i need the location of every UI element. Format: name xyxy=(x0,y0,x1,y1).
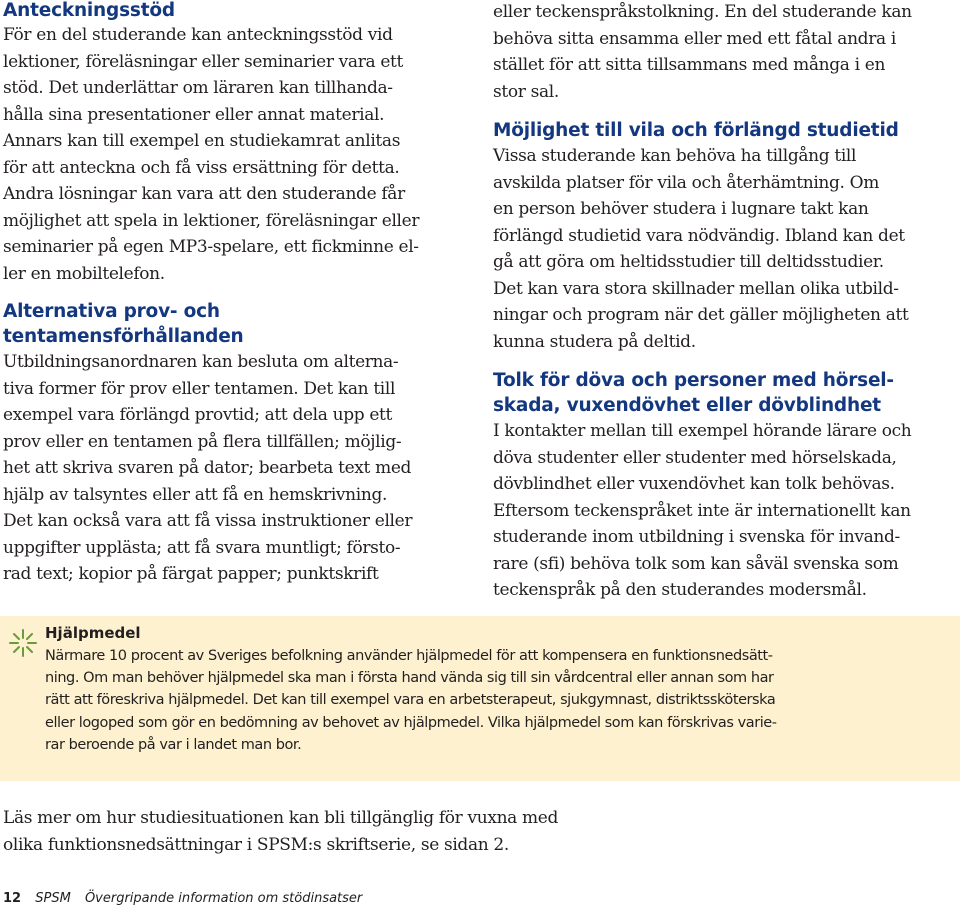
section-tolk xyxy=(493,368,959,604)
footer-publisher: SPSM xyxy=(35,891,71,906)
left-column xyxy=(3,0,465,588)
section-paragraph: Vissa studerande kan behöva ha tillgång till avskilda platser för vila och återhämtning. Om en person behöver studera i lugnare takt kan förlängd studietid vara nödvändig. Ibland kan det gå att göra om heltidsstudier till deltidsstudier. Det kan vara stora skillnader mellan olika utbild- ningar och program när det gäller möjligheten att kunna studera på deltid. xyxy=(493,146,909,352)
section-paragraph: Utbildningsanordnaren kan besluta om alterna- tiva former för prov eller tentamen. Det kan till exempel vara förlängd provtid; att dela upp ett prov eller en tentamen på flera tillfällen; möjlig- het att skriva svaren på dator; bearbeta text med hjälp av talsyntes eller att få en hemskrivning. Det kan också vara att få vissa instruktioner eller uppgifter upplästa; att få svara muntligt; försto- rad text; kopior på färgat papper; punktskrift xyxy=(3,352,413,584)
read-more-paragraph: Läs mer om hur studiesituationen kan bli tillgänglig för vuxna med olika funktionsnedsättningar i SPSM:s skriftserie, se sidan 2. xyxy=(3,808,559,855)
info-box-content xyxy=(45,623,950,756)
info-box-title: Hjälpmedel xyxy=(45,624,141,642)
page-footer xyxy=(3,890,362,908)
footer-description: Övergripande information om stödinsatser xyxy=(84,891,363,906)
section-heading: Anteckningsstöd xyxy=(3,0,175,21)
section-heading: Tolk för döva och personer med hörsel- skada, vuxendövhet eller dövblindhet xyxy=(493,370,894,416)
section-alternativa-prov xyxy=(3,299,465,588)
info-box-text: Närmare 10 procent av Sveriges befolkning använder hjälpmedel för att kompensera en funktionsnedsätt- ning. Om man behöver hjälpmedel ska man i första hand vända sig till sin vårdcentral eller annan som har rätt att föreskriva hjälpmedel. Det kan till exempel vara en arbetsterapeut, sjukgymnast, distriktssköterska eller logoped som gör en bedömning av behovet av hjälpmedel. Vilka hjälpmedel som kan förskrivas varie- rar beroende på var i landet man bor. xyxy=(45,648,777,753)
continued-paragraph: eller teckenspråkstolkning. En del studerande kan behöva sitta ensamma eller med ett fåtal andra i stället för att sitta tillsammans med många i en stor sal. xyxy=(493,2,912,102)
section-heading: Möjlighet till vila och förlängd studietid xyxy=(493,120,899,141)
right-column xyxy=(493,0,959,604)
section-heading: Alternativa prov- och tentamensförhållanden xyxy=(3,301,244,347)
section-vila-studietid xyxy=(493,118,959,355)
sparkle-icon xyxy=(8,628,38,658)
section-anteckningsstod xyxy=(3,0,465,287)
info-box-hjalpmedel xyxy=(0,616,960,781)
section-paragraph: För en del studerande kan anteckningsstöd vid lektioner, föreläsningar eller seminarier vara ett stöd. Det underlättar om läraren kan tillhanda- hålla sina presentationer eller annat material. Annars kan till exempel en studiekamrat anlitas för att anteckna och få viss ersättning för detta. Andra lösningar kan vara att den studerande får möjlighet att spela in lektioner, föreläsningar eller seminarier på egen MP3-spelare, ett fickminne el- ler en mobiltelefon. xyxy=(3,25,420,284)
section-paragraph: I kontakter mellan till exempel hörande lärare och döva studenter eller studenter med hörselskada, dövblindhet eller vuxendövhet kan tolk behövas. Eftersom teckenspråket inte är internationellt kan studerande inom utbildning i svenska för invand- rare (sfi) behöva tolk som kan såväl svenska som teckenspråk på den studerandes modersmål. xyxy=(493,421,912,600)
page-number: 12 xyxy=(3,891,22,906)
